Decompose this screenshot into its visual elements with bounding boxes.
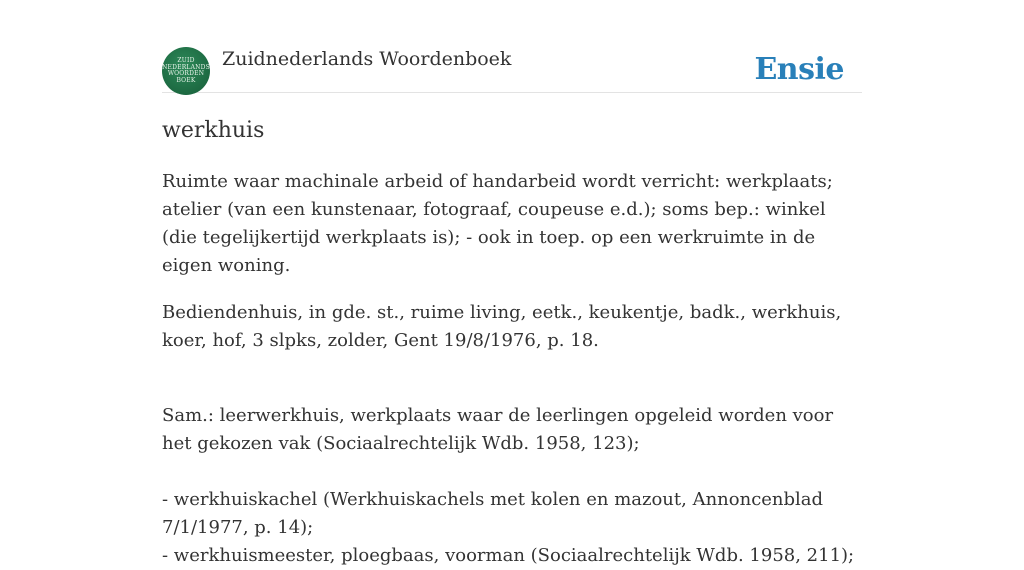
zuidnederlands-woordenboek-logo[interactable] [162,47,210,95]
compound-item: - werkhuiskachel (Werkhuiskachels met kolen en mazout, Annoncenblad 7/1/1977, p. 14); [162,489,824,538]
logo-line: NEDERLANDS [162,63,210,71]
entry-definition: Ruimte waar machinale arbeid of handarbeid wordt verricht: werkplaats; atelier (van een kunstenaar, fotograaf, coupeuse e.d.); soms bep.: winkel (die tegelijkertijd werkplaats is); - ook in toep. op een werkruimte in de eigen woning. [162,171,833,276]
paragraph-spacer [162,374,862,402]
paragraph-spacer [162,458,862,486]
logo-line: WOORDEN [167,70,205,77]
entry-example: Bediendenhuis, in gde. st., ruime living, eetk., keukentje, badk., werkhuis, koer, hof, 3 slpks, zolder, Gent 19/8/1976, p. 18. [162,302,842,351]
dictionary-name[interactable]: Zuidnederlands Woordenboek [222,48,512,70]
ensie-brand-logo[interactable]: Ensie [754,52,844,87]
entry-content [162,168,862,570]
logo-line: BOEK [176,76,196,84]
logo-line: ZUID [177,57,195,64]
site-header [162,46,862,93]
compound-item: - werkhuismeester, ploegbaas, voorman (Sociaalrechtelijk Wdb. 1958, 211); [162,545,855,566]
compounds-intro: Sam.: leerwerkhuis, werkplaats waar de leerlingen opgeleid worden voor het gekozen vak (Sociaalrechtelijk Wdb. 1958, 123); [162,405,834,454]
entry-title: werkhuis [162,118,265,143]
